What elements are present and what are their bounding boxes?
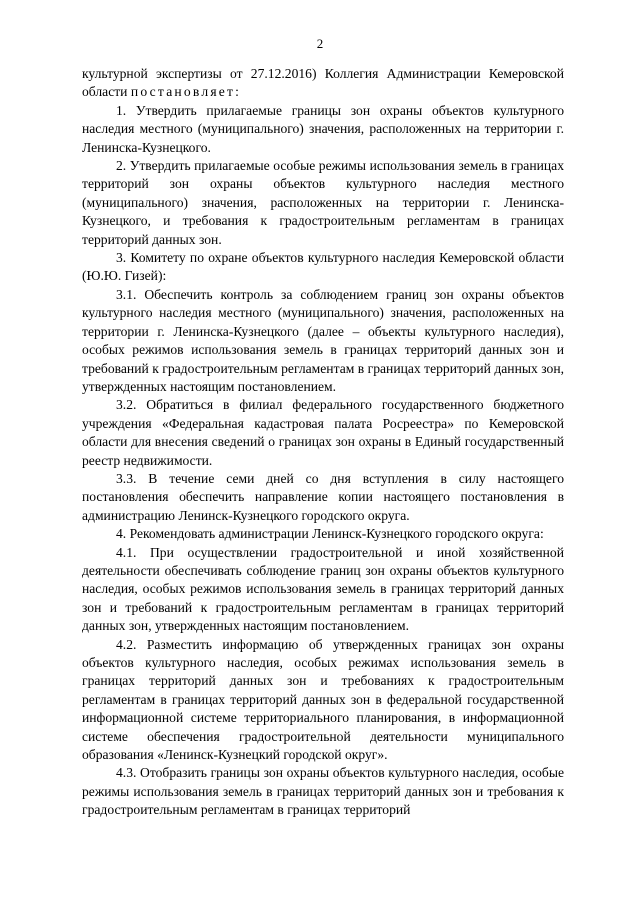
paragraph-3: 3. Комитету по охране объектов культурного наследия Кемеровской области (Ю.Ю. Гизей): xyxy=(82,250,564,284)
page-number: 2 xyxy=(316,36,324,51)
paragraph-4: 4. Рекомендовать администрации Ленинск-Кузнецкого городского округа: xyxy=(116,526,544,542)
intro-paragraph xyxy=(82,65,564,102)
paragraph-3-1: 3.1. Обеспечить контроль за соблюдением границ зон охраны объектов культурного наследия местного (муниципального) значения, расположенных на территории г. Ленинска-Кузнецкого (далее – объекты культурного наследия), особых режимов использования земель в границах территорий данных зон и требований к градостроительным регламентам в границах территорий данных зон, утвержденных настоящим постановлением. xyxy=(82,286,564,394)
document-body xyxy=(82,65,564,820)
decree-word: постановляет xyxy=(130,84,236,100)
paragraph-3-3: 3.3. В течение семи дней со дня вступления в силу настоящего постановления обеспечить направление копии настоящего постановления в администрацию Ленинск-Кузнецкого городского округа. xyxy=(82,470,564,523)
paragraph-3-2: 3.2. Обратиться в филиал федерального государственного бюджетного учреждения «Федеральная кадастровая палата Росреестра» по Кемеровской области для внесения сведений о границах зон охраны в Единый государственный реестр недвижимости. xyxy=(82,397,564,468)
intro-colon: : xyxy=(235,84,239,100)
paragraph-4-1: 4.1. При осуществлении градостроительной и иной хозяйственной деятельности обеспечивать соблюдение границ зон охраны объектов культурного наследия, особых режимов использования земель в границах территорий данных зон и требований к градостроительным регламентам в границах территорий данных зон, утвержденных настоящим постановлением. xyxy=(82,544,564,634)
paragraph-2: 2. Утвердить прилагаемые особые режимы использования земель в границах территорий зон охраны объектов культурного наследия местного (муниципального) значения, расположенных на территории г. Ленинска-Кузнецкого, и требования к градостроительным регламентам в границах территорий данных зон. xyxy=(82,158,564,247)
intro-text: культурной экспертизы от 27.12.2016) Коллегия Администрации Кемеровской области xyxy=(82,66,564,100)
paragraph-4-3: 4.3. Отобразить границы зон охраны объектов культурного наследия, особые режимы использования земель в границах территорий данных зон и требования к градостроительным регламентам в границах территорий xyxy=(82,765,564,818)
paragraph-4-2: 4.2. Разместить информацию об утвержденных границах зон охраны объектов культурного наследия, особых режимах использования земель в границах территорий данных зон и требованиях к градостроительным регламентам в границах территорий данных зон в федеральной государственной информационной системе территориального планирования, в информационной системе обеспечения градостроительной деятельности муниципального образования «Ленинск-Кузнецкий городской округ». xyxy=(82,636,564,763)
paragraph-1: 1. Утвердить прилагаемые границы зон охраны объектов культурного наследия местного (муниципального) значения, расположенных на территории г. Ленинска-Кузнецкого. xyxy=(82,102,564,155)
